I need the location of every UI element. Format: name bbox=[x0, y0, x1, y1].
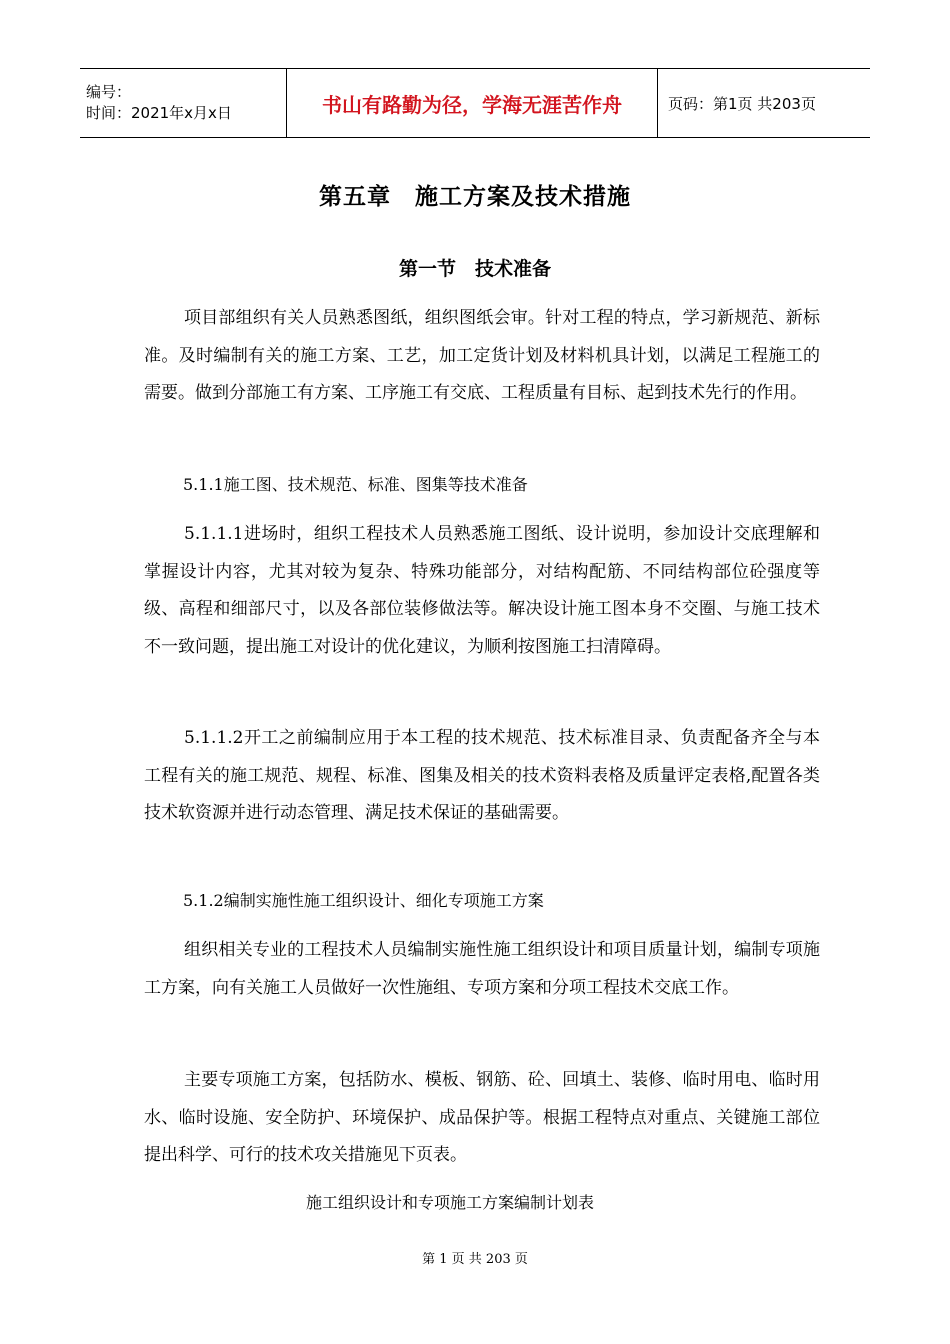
page-code: 页码：第1页 共203页 bbox=[668, 94, 816, 113]
subsection-5-1-1: 5.1.1施工图、技术规范、标准、图集等技术准备 bbox=[183, 475, 528, 494]
chapter-title: 第五章 施工方案及技术措施 bbox=[319, 184, 631, 210]
header-table bbox=[80, 68, 870, 138]
paragraph-intro: 项目部组织有关人员熟悉图纸，组织图纸会审。针对工程的特点，学习新规范、新标准。及时编制有关的施工方案、工艺，加工定货计划及材料机具计划，以满足工程施工的需要。做到分部施工有方案、工序施工有交底、工程质量有目标、起到技术先行的作用。 bbox=[144, 308, 820, 403]
paragraph-main-plans: 主要专项施工方案，包括防水、模板、钢筋、砼、回填土、装修、临时用电、临时用水、临时设施、安全防护、环境保护、成品保护等。根据工程特点对重点、关键施工部位提出科学、可行的技术攻关措施见下页表。 bbox=[144, 1070, 820, 1165]
paragraph-5-1-1-2: 5.1.1.2开工之前编制应用于本工程的技术规范、技术标准目录、负责配备齐全与本工程有关的施工规范、规程、标准、图集及相关的技术资料表格及质量评定表格,配置各类技术软资源并进行动态管理、满足技术保证的基础需要。 bbox=[144, 728, 820, 823]
subsection-5-1-2: 5.1.2编制实施性施工组织设计、细化专项施工方案 bbox=[183, 891, 544, 910]
section-title: 第一节 技术准备 bbox=[398, 258, 551, 280]
paragraph-5-1-1-1: 5.1.1.1进场时，组织工程技术人员熟悉施工图纸、设计说明，参加设计交底理解和掌握设计内容，尤其对较为复杂、特殊功能部分，对结构配筋、不同结构部位砼强度等级、高程和细部尺寸，以及各部位装修做法等。解决设计施工图本身不交圈、与施工技术不一致问题，提出施工对设计的优化建议，为顺利按图施工扫清障碍。 bbox=[144, 524, 820, 657]
paragraph-organization: 组织相关专业的工程技术人员编制实施性施工组织设计和项目质量计划，编制专项施工方案，向有关施工人员做好一次性施组、专项方案和分项工程技术交底工作。 bbox=[144, 940, 820, 998]
header-mid-cell bbox=[286, 69, 658, 137]
table-caption: 施工组织设计和专项施工方案编制计划表 bbox=[305, 1193, 594, 1212]
number-label: 编号： bbox=[86, 83, 132, 101]
time-label: 时间：2021年x月x日 bbox=[86, 104, 232, 122]
header-right-cell bbox=[658, 69, 870, 137]
header-left-cell bbox=[80, 69, 286, 137]
page-footer: 第 1 页 共 203 页 bbox=[422, 1252, 528, 1267]
motto: 书山有路勤为径，学海无涯苦作舟 bbox=[322, 92, 622, 117]
